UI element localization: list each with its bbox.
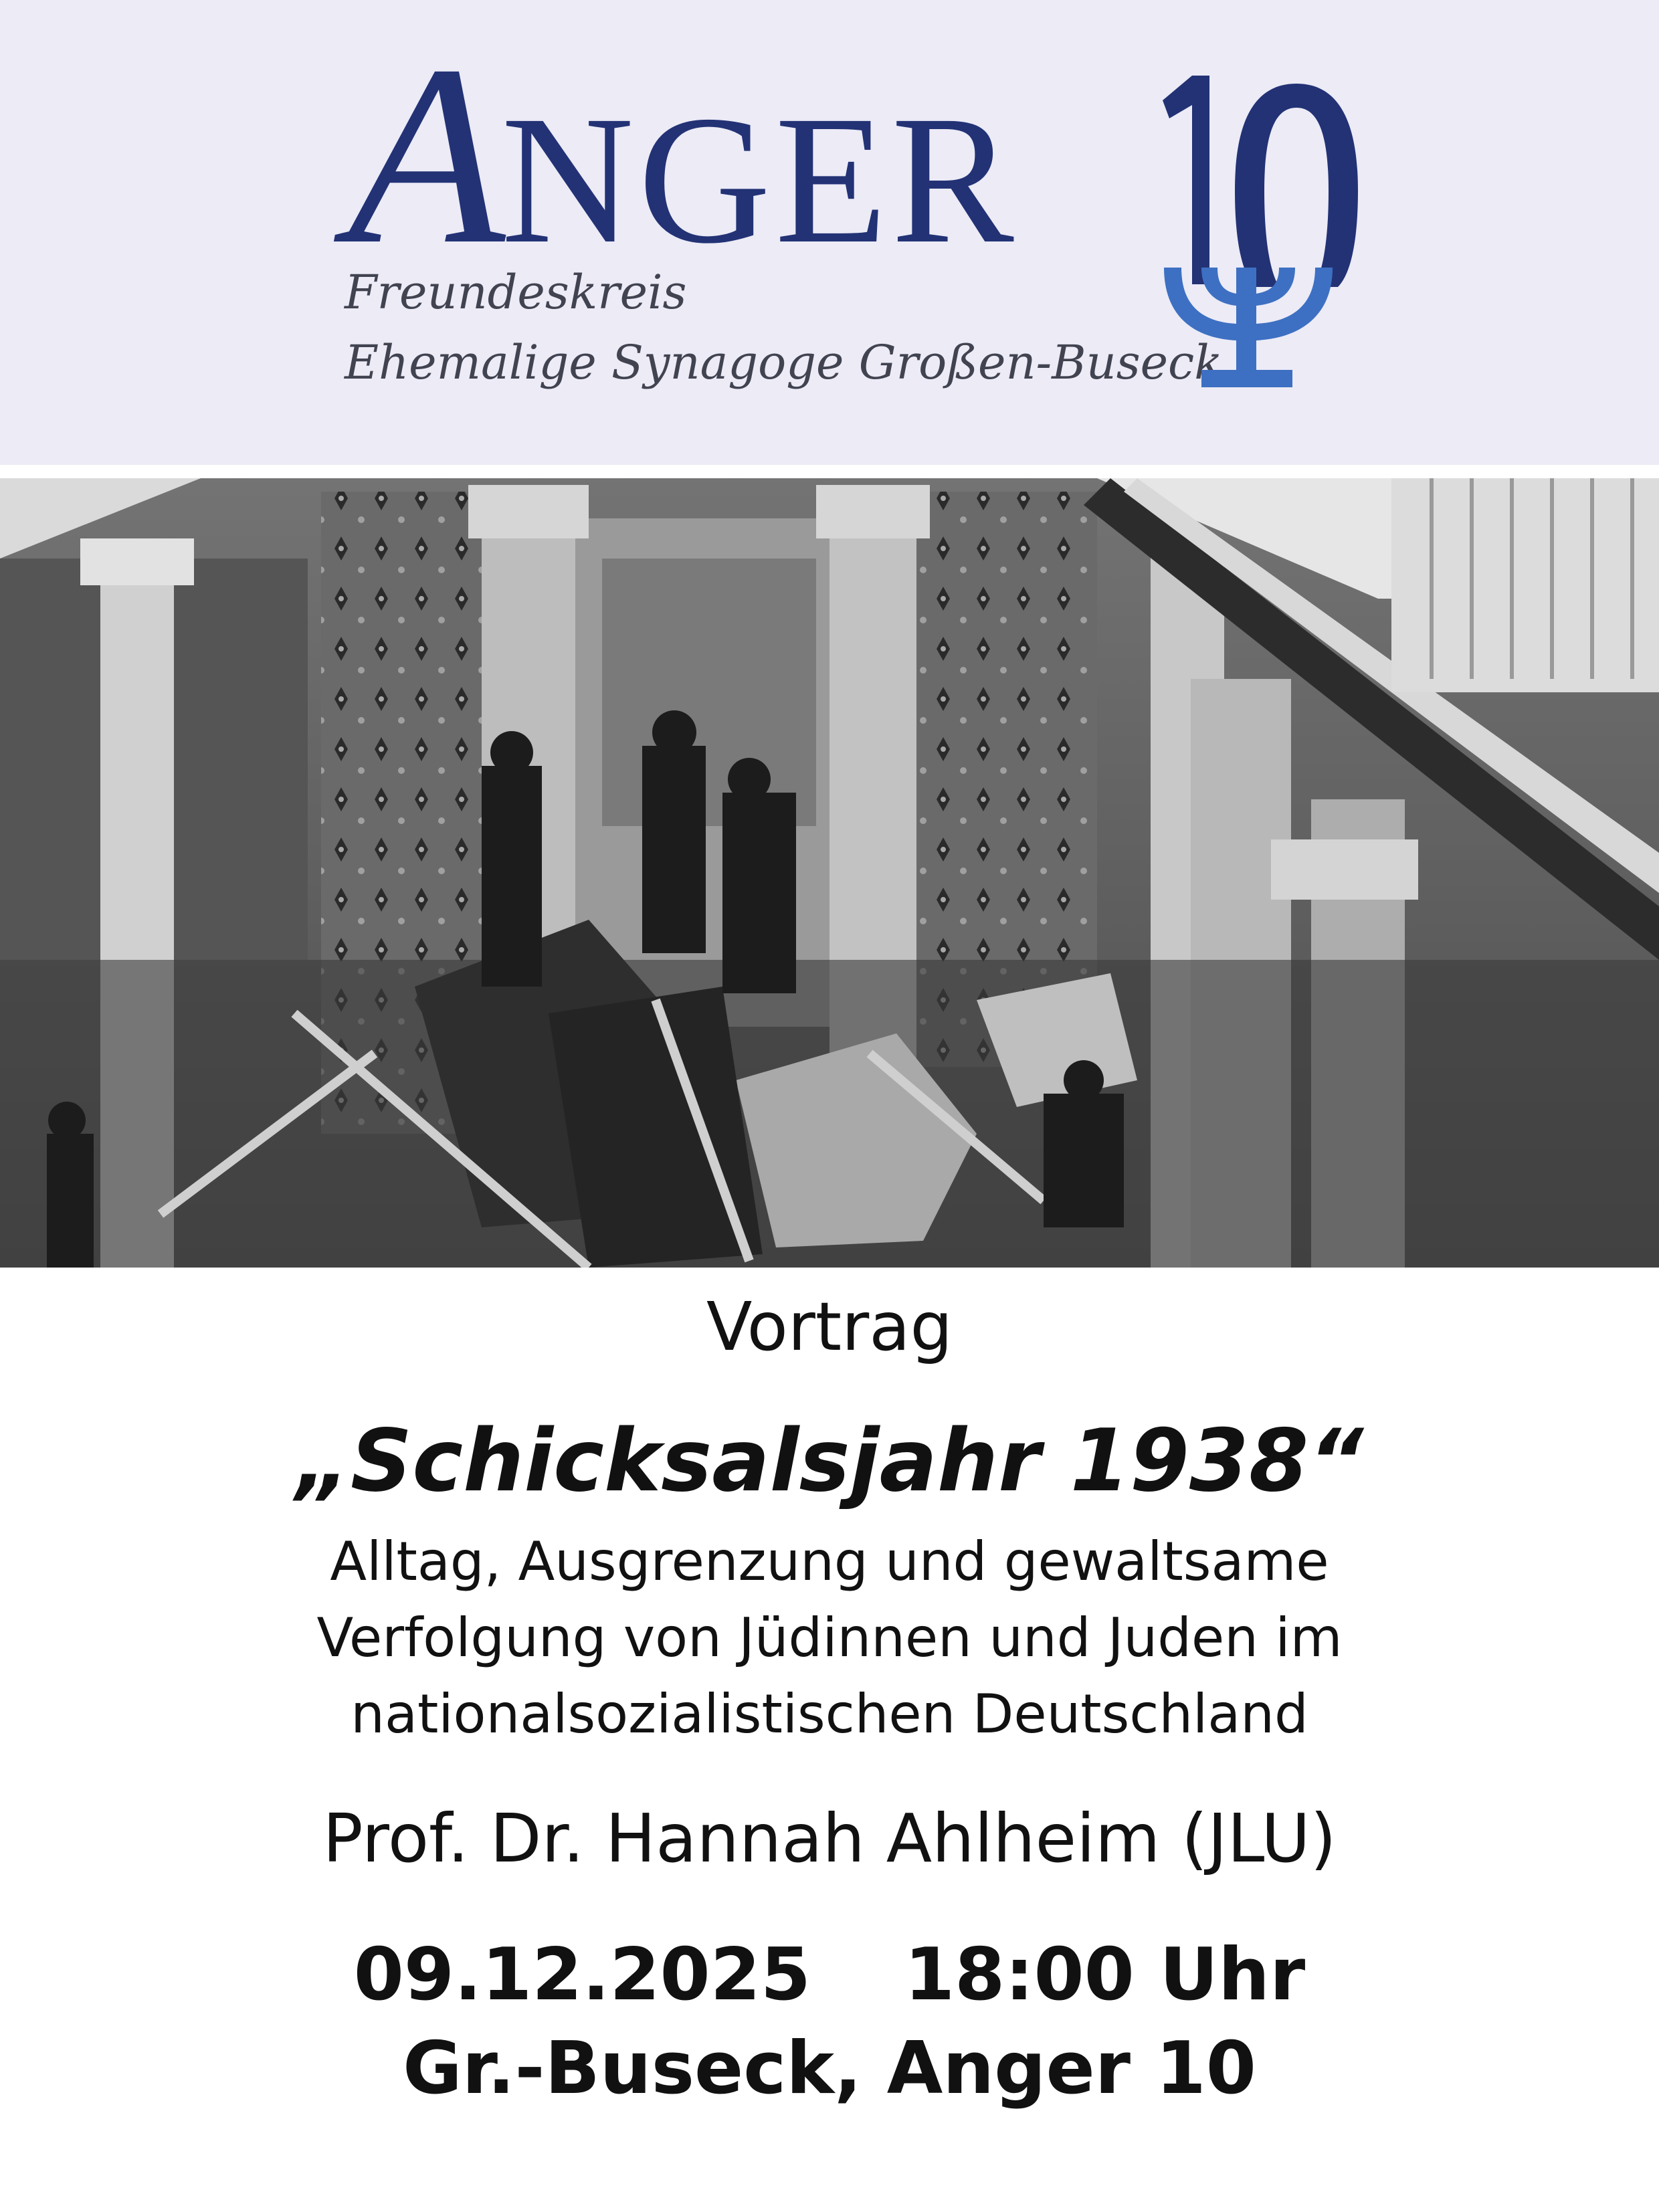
event-subtitle-line-1: Alltag, Ausgrenzung und gewaltsame [330,1530,1329,1593]
event-title: „Schicksalsjahr 1938“ [295,1411,1364,1511]
historical-photo-destroyed-synagogue [0,478,1659,1268]
event-location: Gr.-Buseck, Anger 10 [403,2027,1256,2110]
speaker-name: Prof. Dr. Hannah Ahlheim (JLU) [322,1799,1337,1878]
event-subtitle-line-2: Verfolgung von Jüdinnen und Juden im [316,1607,1343,1669]
event-subtitle-line-3: nationalsozialistischen Deutschland [351,1683,1308,1745]
event-date: 09.12.2025 [353,1933,811,2017]
tagline-line-2: Ehemalige Synagoge Großen-Buseck [345,335,1223,390]
event-date-time [0,1933,1659,2017]
event-time: 18:00 Uhr [904,1933,1306,2017]
event-type-label: Vortrag [706,1288,953,1366]
tagline-line-1: Freundeskreis [345,265,687,320]
organization-tagline [345,258,1223,398]
header-banner [0,0,1659,465]
menorah-ten-logo [1137,64,1358,391]
anger-wordmark: ANGER [348,13,1018,298]
